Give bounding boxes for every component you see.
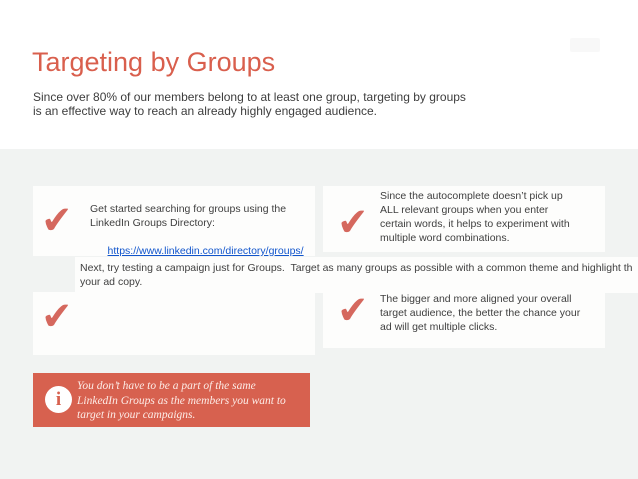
subtitle-line: is an effective way to reach an already highly engaged audience. <box>33 104 378 118</box>
audience-tip-text <box>380 292 580 334</box>
info-callout-box <box>33 373 310 427</box>
info-text-line: You don’t have to be a part of the same <box>77 380 256 392</box>
campaign-note-line: your ad copy. <box>80 276 143 288</box>
groups-directory-link[interactable]: https://www.linkedin.com/directory/groups/ <box>107 245 304 257</box>
checkmark-icon <box>336 202 370 242</box>
card-text-line: The bigger and more aligned your overall <box>380 293 572 305</box>
slide-subtitle <box>33 90 466 118</box>
card-text-line: ALL relevant groups when you enter <box>380 204 549 216</box>
page-title: Targeting by Groups <box>32 47 276 77</box>
card-text-line: ad will get multiple clicks. <box>380 321 498 333</box>
card-empty-check <box>33 292 315 355</box>
info-icon: i <box>45 386 72 413</box>
card-text-line: certain words, it helps to experiment with <box>380 218 570 230</box>
card-text-line: Get started searching for groups using the <box>90 203 287 215</box>
campaign-note-line: Next, try testing a campaign just for Groups. Target as many groups as possible with a common theme and highlight th <box>80 262 633 274</box>
autocomplete-tip-text <box>380 189 570 245</box>
checkmark-icon <box>40 200 74 240</box>
card-text-line: target audience, the better the chance your <box>380 307 581 319</box>
faint-watermark <box>570 38 600 52</box>
checkmark-icon <box>336 290 370 330</box>
info-text-line: target in your campaigns. <box>77 409 196 421</box>
info-callout-text <box>77 379 286 423</box>
card-text-line: LinkedIn Groups Directory: <box>90 217 215 229</box>
checkmark-icon <box>40 296 74 336</box>
card-text-line: Since the autocomplete doesn’t pick up <box>380 190 563 202</box>
info-text-line: LinkedIn Groups as the members you want to <box>77 394 286 407</box>
card-text-line: multiple word combinations. <box>380 232 510 244</box>
subtitle-line: Since over 80% of our members belong to at least one group, targeting by groups <box>33 90 466 104</box>
